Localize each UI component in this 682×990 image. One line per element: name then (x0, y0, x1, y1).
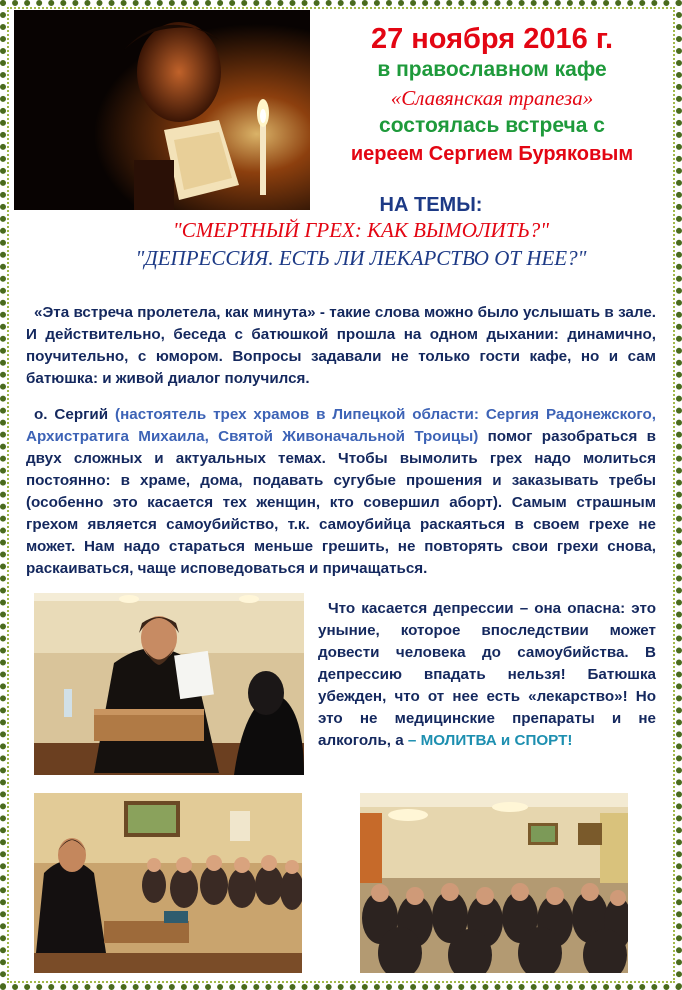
header-line-meeting: состоялась встреча с (379, 114, 605, 137)
photo-youth-reading-by-candle (14, 10, 310, 210)
photo-priest-with-audience (34, 793, 302, 973)
topic-mortal-sin: "СМЕРТНЫЙ ГРЕХ: КАК ВЫМОЛИТЬ?" (172, 218, 550, 242)
cafe-name: «Славянская трапеза» (390, 86, 594, 110)
topic-depression: "ДЕПРЕССИЯ. ЕСТЬ ЛИ ЛЕКАРСТВО ОТ НЕЕ?" (135, 246, 587, 270)
event-header (318, 22, 666, 168)
paragraph-intro: «Эта встреча пролетела, как минута» - такие слова можно было услышать в зале. И действительно, беседа с батюшкой прошла на одном дыхании: динамично, поучительно, с юмором. Вопросы задавали не только гости кафе, но и сам батюшка: и живой диалог получился. (26, 304, 656, 387)
speaker-name: иереем Сергием Буряковым (350, 143, 634, 165)
event-date: 27 ноября 2016 г. (370, 23, 614, 55)
paragraph-speaker (26, 404, 656, 580)
paragraph-speaker-body: помог разобраться в двух сложных и актуальных темах. Чтобы вымолить грех надо молиться постоянно: в храме, дома, подавать сугубые прошения и заказывать требы (особенно это касается тех женщин, кто совершил аборт). Самым страшным грехом является самоубийство, т.к. самоубийца раскаяться в своем грехе не может. Нам надо стараться меньше грешить, не повторять свои грехи снова, раскаиваться, чаще исповедоваться и причащаться. (26, 428, 656, 577)
paragraph-depression (318, 598, 656, 752)
remedy-dash: – (407, 732, 417, 749)
photo-priest-at-table (34, 593, 304, 775)
topics-label: НА ТЕМЫ: (379, 194, 483, 216)
header-line-cafe-intro: в православном кафе (377, 58, 607, 81)
paragraph-depression-body: Что касается депрессии – она опасна: это уныние, которое впоследствии может довести человека до самоубийства. В депрессию впадать нельзя! Батюшка убежден, что от нее есть «лекарство»! Но это не медицинские препараты и не алкоголь, а (318, 600, 656, 749)
remedy-highlight: МОЛИТВА и СПОРТ! (420, 732, 573, 749)
speaker-lead: о. Сергий (34, 406, 109, 423)
speaker-note: (настоятель трех храмов в Липецкой области: Сергия Радонежского, Архистратига Михаила, Святой Живоначальной Троицы) (26, 406, 656, 445)
photo-cafe-hall-audience (360, 793, 628, 973)
